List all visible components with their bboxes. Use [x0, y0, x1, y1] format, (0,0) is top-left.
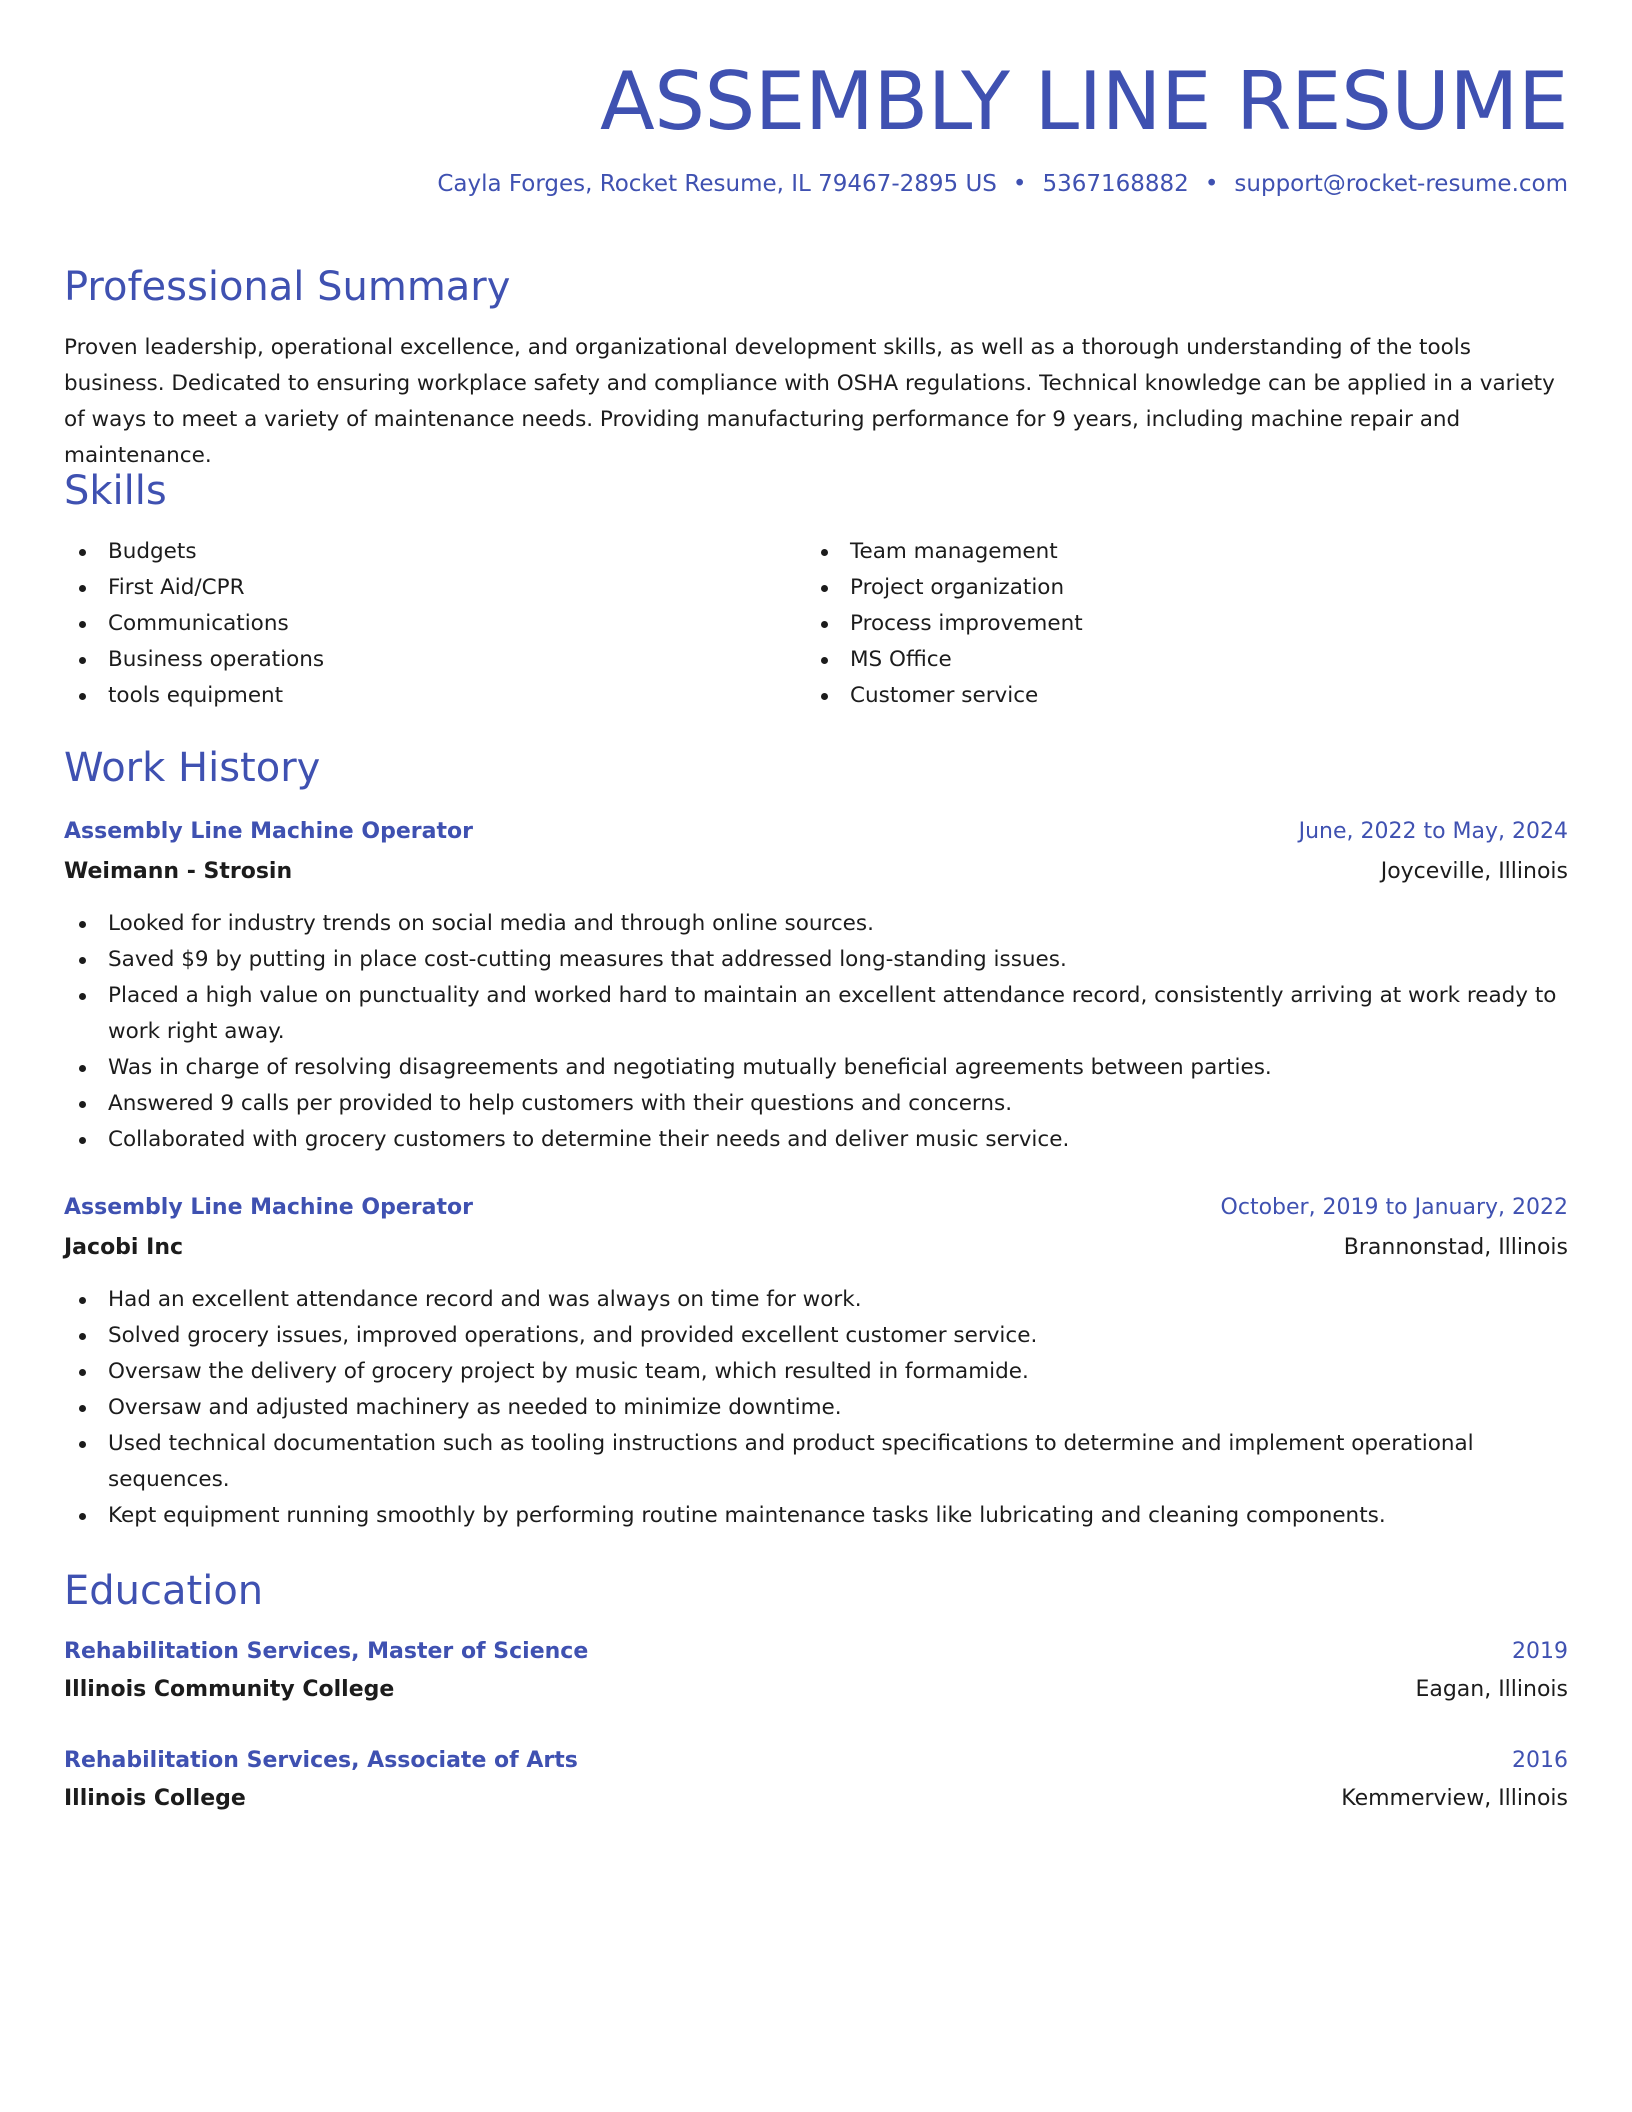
summary-text: Proven leadership, operational excellence, and organizational development skills, as well as a thorough understanding of the tools business. Dedicated to ensuring workplace safety and compliance with OSHA regulations. Technical knowledge can be applied in a variety of ways to meet a variety of maintenance needs. Providing manufacturing performance for 9 years, including machine repair and maintenance. [64, 335, 1555, 468]
contact-separator: • [1012, 171, 1027, 197]
contact-phone: 5367168882 [1042, 171, 1189, 197]
skill-item: MS Office [806, 642, 1548, 678]
job-location: Joyceville, Illinois [1380, 859, 1568, 884]
contact-line [437, 168, 1568, 200]
skill-item: Business operations [64, 642, 806, 678]
job-bullet: Placed a high value on punctuality and worked hard to maintain an excellent attendance record, consistently arriving at work ready to work right away. [64, 978, 1568, 1050]
job-company: Jacobi Inc [64, 1235, 184, 1260]
skill-item: Budgets [64, 534, 806, 570]
education-location: Kemmerview, Illinois [1341, 1786, 1568, 1811]
job-header [64, 1190, 1568, 1226]
job-title: Assembly Line Machine Operator [64, 819, 473, 844]
job-location: Brannonstad, Illinois [1343, 1235, 1568, 1260]
skills-heading: Skills [64, 468, 167, 514]
job-bullet: Oversaw the delivery of grocery project by music team, which resulted in formamide. [64, 1354, 1568, 1390]
education-school-row [64, 1781, 1568, 1817]
education-header [64, 1634, 1568, 1670]
education-location: Eagan, Illinois [1415, 1677, 1568, 1702]
skill-item: Project organization [806, 570, 1548, 606]
skill-item: Process improvement [806, 606, 1548, 642]
job-company: Weimann - Strosin [64, 859, 293, 884]
job-bullets [64, 1282, 1568, 1534]
job-header [64, 814, 1568, 850]
job-bullet: Oversaw and adjusted machinery as needed to minimize downtime. [64, 1390, 1568, 1426]
education-degree: Rehabilitation Services, Master of Science [64, 1639, 589, 1664]
skill-item: tools equipment [64, 678, 806, 714]
education-year: 2016 [1512, 1748, 1568, 1773]
job-bullets [64, 906, 1568, 1158]
resume-page [64, 0, 1568, 1811]
job-dates: October, 2019 to January, 2022 [1220, 1195, 1568, 1220]
job-bullet: Looked for industry trends on social media and through online sources. [64, 906, 1568, 942]
job-bullet: Had an excellent attendance record and was always on time for work. [64, 1282, 1568, 1318]
job-bullet-list [64, 1282, 1568, 1534]
skill-item: Team management [806, 534, 1548, 570]
job-bullet: Was in charge of resolving disagreements and negotiating mutually beneficial agreements between parties. [64, 1050, 1568, 1086]
job-employer-row [64, 1230, 1568, 1266]
job-bullet: Kept equipment running smoothly by performing routine maintenance tasks like lubricating and cleaning components. [64, 1498, 1568, 1534]
education-school-row [64, 1672, 1568, 1708]
contact-separator: • [1204, 171, 1219, 197]
skill-item: Customer service [806, 678, 1548, 714]
education-school: Illinois Community College [64, 1677, 395, 1702]
job-employer-row [64, 854, 1568, 890]
job-bullet: Solved grocery issues, improved operations, and provided excellent customer service. [64, 1318, 1568, 1354]
contact-email[interactable]: support@rocket-resume.com [1234, 171, 1568, 197]
education-degree: Rehabilitation Services, Associate of Arts [64, 1748, 578, 1773]
job-bullet: Collaborated with grocery customers to determine their needs and deliver music service. [64, 1122, 1568, 1158]
skills-left-list [64, 534, 806, 714]
job-bullet-list [64, 906, 1568, 1158]
work-history-heading: Work History [64, 745, 321, 791]
job-bullet: Used technical documentation such as tooling instructions and product specifications to determine and implement operational sequences. [64, 1426, 1568, 1498]
skill-item: First Aid/CPR [64, 570, 806, 606]
skills-columns [64, 534, 1568, 714]
education-year: 2019 [1512, 1639, 1568, 1664]
job-dates: June, 2022 to May, 2024 [1298, 819, 1568, 844]
education-header [64, 1743, 1568, 1779]
skill-item: Communications [64, 606, 806, 642]
job-bullet: Answered 9 calls per provided to help customers with their questions and concerns. [64, 1086, 1568, 1122]
job-title: Assembly Line Machine Operator [64, 1195, 473, 1220]
summary-heading: Professional Summary [64, 264, 511, 310]
job-bullet: Saved $9 by putting in place cost-cutting measures that addressed long-standing issues. [64, 942, 1568, 978]
contact-address: Cayla Forges, Rocket Resume, IL 79467-2895 US [437, 171, 997, 197]
skills-right-list [806, 534, 1548, 714]
education-heading: Education [64, 1568, 264, 1614]
education-school: Illinois College [64, 1786, 246, 1811]
resume-title: ASSEMBLY LINE RESUME [599, 55, 1568, 148]
